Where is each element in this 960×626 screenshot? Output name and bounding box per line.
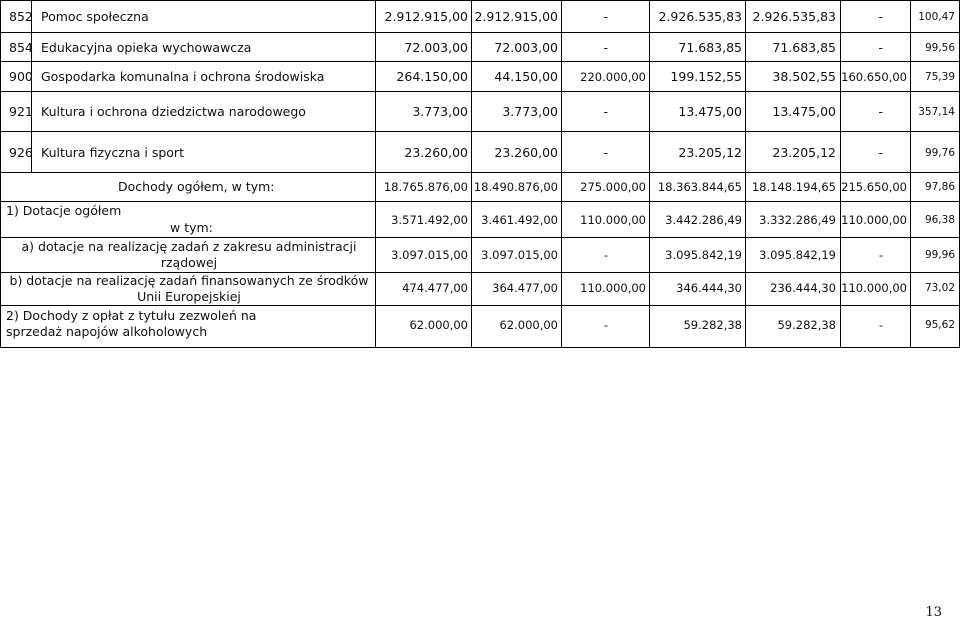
summary-wtym-v1: 3.571.492,00 [391, 213, 468, 227]
summary-alcohol-pct: 95,62 [924, 319, 955, 331]
row-921-v6: - [878, 104, 883, 119]
grid-line [375, 237, 960, 238]
summary-alcohol-v1: 62.000,00 [409, 318, 468, 332]
row-852-v1: 2.912.915,00 [384, 9, 468, 24]
row-900-v1: 264.150,00 [396, 69, 468, 84]
row-854-name: Edukacyjna opieka wychowawcza [41, 40, 252, 55]
row-854-v2: 72.003,00 [494, 40, 558, 55]
row-854-v1: 72.003,00 [404, 40, 468, 55]
summary-b-v5: 236.444,30 [770, 281, 836, 295]
row-921-v1: 3.773,00 [412, 104, 468, 119]
summary-alcohol-v4: 59.282,38 [683, 318, 742, 332]
row-900-pct: 75,39 [924, 71, 955, 83]
row-852-v6: - [878, 9, 883, 24]
grid-line [0, 237, 375, 238]
summary-b-v2: 364.477,00 [492, 281, 558, 295]
summary-a-v4: 3.095.842,19 [665, 248, 742, 262]
row-921-v4: 13.475,00 [678, 104, 742, 119]
summary-a-v6: - [878, 248, 883, 262]
summary-wtym-v4: 3.442.286,49 [665, 213, 742, 227]
summary-a-pct: 99,96 [924, 249, 955, 261]
row-900-code: 900 [9, 69, 33, 84]
row-926-code: 926 [9, 145, 33, 160]
summary-b-label: b) dotacje na realizację zadań finansowanych ze środków Unii Europejskiej [9, 273, 369, 304]
row-854-v3: - [603, 40, 608, 55]
row-921-v2: 3.773,00 [502, 104, 558, 119]
summary-b-v6: 110.000,00 [841, 281, 907, 295]
grid-line [0, 0, 1, 348]
grid-line [0, 61, 960, 62]
row-852-name: Pomoc społeczna [41, 9, 149, 24]
summary-wtym-v3: 110.000,00 [580, 213, 646, 227]
summary-total-v1: 18.765.876,00 [383, 180, 468, 194]
row-854-v5: 71.683,85 [772, 40, 836, 55]
row-926-v2: 23.260,00 [494, 145, 558, 160]
row-900-v6: 160.650,00 [841, 70, 907, 84]
summary-total-v6: 215.650,00 [841, 180, 907, 194]
grid-line [0, 91, 960, 92]
row-900-v3: 220.000,00 [580, 70, 646, 84]
summary-a-label: a) dotacje na realizację zadań z zakresu administracji rządowej [21, 239, 357, 270]
row-926-pct: 99,76 [924, 147, 955, 159]
row-926-name: Kultura fizyczna i sport [41, 145, 184, 160]
row-900-v4: 199.152,55 [670, 69, 742, 84]
row-900-v2: 44.150,00 [494, 69, 558, 84]
grid-line [0, 172, 960, 173]
row-926-v4: 23.205,12 [678, 145, 742, 160]
summary-total-v4: 18.363.844,65 [657, 180, 742, 194]
row-852-code: 852 [9, 9, 33, 24]
summary-alcohol-v3: - [603, 318, 608, 332]
summary-b-v3: 110.000,00 [580, 281, 646, 295]
row-900-name: Gospodarka komunalna i ochrona środowiska [41, 69, 325, 84]
summary-wtym-v5: 3.332.286,49 [759, 213, 836, 227]
summary-wtym-pct: 96,38 [924, 214, 955, 226]
summary-wtym-v2: 3.461.492,00 [481, 213, 558, 227]
summary-wtym-label: w tym: [170, 220, 213, 235]
summary-alcohol-label: 2) Dochody z opłat z tytułu zezwoleń na sprzedaż napojów alkoholowych [6, 308, 257, 339]
row-852-v4: 2.926.535,83 [658, 9, 742, 24]
row-852-pct: 100,47 [918, 11, 955, 23]
summary-b-v4: 346.444,30 [676, 281, 742, 295]
summary-alcohol-v2: 62.000,00 [499, 318, 558, 332]
row-854-code: 854 [9, 40, 33, 55]
row-926-v1: 23.260,00 [404, 145, 468, 160]
summary-total-v2: 18.490.876,00 [473, 180, 558, 194]
row-852-v5: 2.926.535,83 [752, 9, 836, 24]
summary-total-label: Dochody ogółem, w tym: [118, 179, 275, 194]
row-926-v3: - [603, 145, 608, 160]
row-854-pct: 99,56 [924, 42, 955, 54]
grid-line [0, 305, 960, 306]
grid-line [0, 347, 960, 348]
row-921-pct: 357,14 [918, 106, 955, 118]
summary-a-v5: 3.095.842,19 [759, 248, 836, 262]
summary-alcohol-v5: 59.282,38 [777, 318, 836, 332]
summary-alcohol-v6: - [878, 318, 883, 332]
page-number: 13 [925, 605, 942, 620]
row-854-v4: 71.683,85 [678, 40, 742, 55]
row-926-v5: 23.205,12 [772, 145, 836, 160]
row-854-v6: - [878, 40, 883, 55]
summary-wtym-v6: 110.000,00 [841, 213, 907, 227]
row-921-v5: 13.475,00 [772, 104, 836, 119]
summary-b-pct: 73,02 [924, 282, 955, 294]
grid-line [0, 0, 960, 1]
summary-total-v5: 18.148.194,65 [751, 180, 836, 194]
summary-total-pct: 97,86 [924, 181, 955, 193]
row-926-v6: - [878, 145, 883, 160]
summary-a-v3: - [603, 248, 608, 262]
summary-b-v1: 474.477,00 [402, 281, 468, 295]
row-852-v3: - [603, 9, 608, 24]
grid-line [0, 201, 960, 202]
row-900-v5: 38.502,55 [772, 69, 836, 84]
grid-line [0, 131, 960, 132]
row-921-code: 921 [9, 104, 33, 119]
section-label-dotacje: 1) Dotacje ogółem [6, 203, 122, 218]
row-921-name: Kultura i ochrona dziedzictwa narodowego [41, 104, 306, 119]
summary-a-v2: 3.097.015,00 [481, 248, 558, 262]
summary-a-v1: 3.097.015,00 [391, 248, 468, 262]
grid-line [0, 32, 960, 33]
row-921-v3: - [603, 104, 608, 119]
row-852-v2: 2.912.915,00 [474, 9, 558, 24]
summary-total-v3: 275.000,00 [580, 180, 646, 194]
